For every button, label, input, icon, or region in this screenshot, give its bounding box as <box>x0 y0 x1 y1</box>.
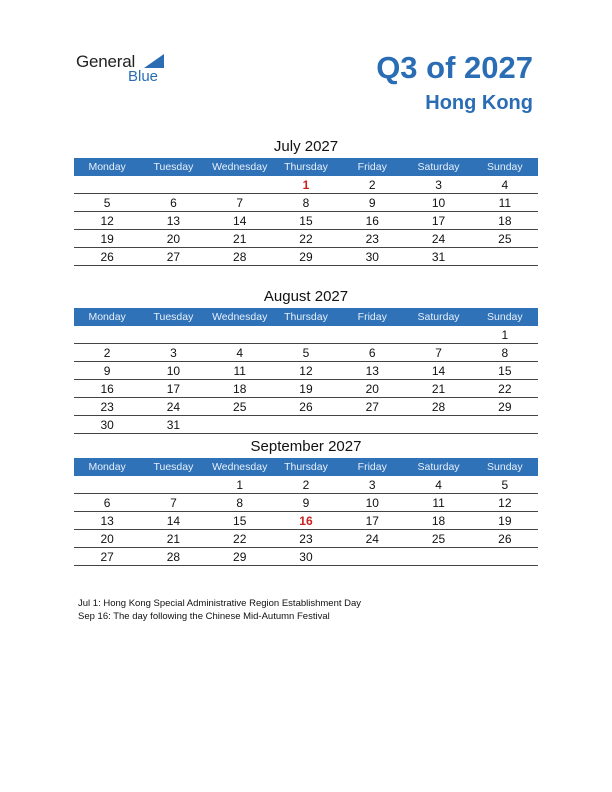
day-cell: 5 <box>472 476 538 494</box>
day-cell: 4 <box>472 176 538 194</box>
day-cell: 27 <box>339 398 405 416</box>
holiday-note: Jul 1: Hong Kong Special Administrative Region Establishment Day <box>78 598 362 609</box>
day-cell: 28 <box>207 248 273 266</box>
day-cell: 17 <box>405 212 471 230</box>
logo-general-text: General <box>76 52 136 71</box>
day-cell: 30 <box>339 248 405 266</box>
day-cell: 29 <box>273 248 339 266</box>
empty-cell <box>207 416 273 434</box>
day-cell: 9 <box>273 494 339 512</box>
day-cell: 11 <box>472 194 538 212</box>
day-cell: 25 <box>405 530 471 548</box>
day-cell: 18 <box>207 380 273 398</box>
month-title: August 2027 <box>263 288 349 305</box>
day-cell: 27 <box>74 548 140 566</box>
weekday-header-row <box>74 458 538 476</box>
month-july <box>74 136 538 266</box>
day-cell: 3 <box>339 476 405 494</box>
weekday-header-row <box>74 158 538 176</box>
empty-cell <box>472 548 538 566</box>
day-cell: 26 <box>74 248 140 266</box>
holiday-notes <box>78 597 361 623</box>
week-row <box>74 344 538 362</box>
day-cell: 31 <box>140 416 206 434</box>
weekday-header-monday: Monday <box>74 308 140 326</box>
day-cell: 27 <box>140 248 206 266</box>
empty-cell <box>472 416 538 434</box>
day-cell: 2 <box>339 176 405 194</box>
day-cell: 13 <box>339 362 405 380</box>
day-cell: 18 <box>472 212 538 230</box>
day-cell: 29 <box>472 398 538 416</box>
day-cell: 3 <box>405 176 471 194</box>
empty-cell <box>405 416 471 434</box>
country-subtitle: Hong Kong <box>425 92 533 114</box>
day-cell: 21 <box>207 230 273 248</box>
weekday-header-tuesday: Tuesday <box>140 158 206 176</box>
weekday-header-tuesday: Tuesday <box>140 458 206 476</box>
day-cell: 10 <box>140 362 206 380</box>
day-cell: 14 <box>207 212 273 230</box>
day-cell: 25 <box>207 398 273 416</box>
day-cell: 20 <box>140 230 206 248</box>
day-cell: 30 <box>74 416 140 434</box>
logo-triangle-icon <box>144 54 164 68</box>
weekday-header-sunday: Sunday <box>472 308 538 326</box>
weekday-header-thursday: Thursday <box>273 458 339 476</box>
day-cell: 7 <box>207 194 273 212</box>
day-cell: 8 <box>472 344 538 362</box>
day-cell: 6 <box>74 494 140 512</box>
week-row <box>74 176 538 194</box>
week-row <box>74 398 538 416</box>
holiday-day-cell: 16 <box>273 512 339 530</box>
day-cell: 1 <box>207 476 273 494</box>
logo <box>76 52 176 88</box>
week-row <box>74 380 538 398</box>
day-cell: 1 <box>472 326 538 344</box>
day-cell: 19 <box>273 380 339 398</box>
holiday-note: Sep 16: The day following the Chinese Mid-Autumn Festival <box>78 611 330 622</box>
weekday-header-monday: Monday <box>74 458 140 476</box>
day-cell: 2 <box>273 476 339 494</box>
weekday-header-saturday: Saturday <box>405 308 471 326</box>
day-cell: 19 <box>472 512 538 530</box>
logo-blue-text: Blue <box>128 68 159 85</box>
day-cell: 11 <box>207 362 273 380</box>
weekday-header-thursday: Thursday <box>273 308 339 326</box>
empty-cell <box>472 248 538 266</box>
day-cell: 31 <box>405 248 471 266</box>
day-cell: 5 <box>74 194 140 212</box>
page-title: Q3 of 2027 <box>376 50 533 85</box>
day-cell: 16 <box>74 380 140 398</box>
day-cell: 26 <box>472 530 538 548</box>
weekday-header-friday: Friday <box>339 158 405 176</box>
weekday-header-friday: Friday <box>339 458 405 476</box>
day-cell: 30 <box>273 548 339 566</box>
empty-cell <box>74 176 140 194</box>
day-cell: 24 <box>140 398 206 416</box>
week-row <box>74 194 538 212</box>
day-cell: 20 <box>339 380 405 398</box>
day-cell: 8 <box>273 194 339 212</box>
month-september <box>74 436 538 566</box>
week-row <box>74 512 538 530</box>
day-cell: 2 <box>74 344 140 362</box>
day-cell: 29 <box>207 548 273 566</box>
empty-cell <box>339 326 405 344</box>
day-cell: 15 <box>207 512 273 530</box>
day-cell: 12 <box>273 362 339 380</box>
empty-cell <box>273 416 339 434</box>
day-cell: 7 <box>405 344 471 362</box>
empty-cell <box>74 326 140 344</box>
weekday-header-sunday: Sunday <box>472 458 538 476</box>
day-cell: 7 <box>140 494 206 512</box>
week-row <box>74 248 538 266</box>
day-cell: 22 <box>273 230 339 248</box>
weekday-header-sunday: Sunday <box>472 158 538 176</box>
day-cell: 22 <box>207 530 273 548</box>
week-row <box>74 476 538 494</box>
day-cell: 17 <box>140 380 206 398</box>
week-row <box>74 494 538 512</box>
week-row <box>74 548 538 566</box>
week-row <box>74 416 538 434</box>
day-cell: 24 <box>339 530 405 548</box>
empty-cell <box>140 176 206 194</box>
calendar-table <box>74 458 538 566</box>
weekday-header-row <box>74 308 538 326</box>
weekday-header-friday: Friday <box>339 308 405 326</box>
empty-cell <box>339 548 405 566</box>
calendar-table <box>74 308 538 434</box>
day-cell: 17 <box>339 512 405 530</box>
day-cell: 10 <box>339 494 405 512</box>
day-cell: 9 <box>339 194 405 212</box>
weekday-header-saturday: Saturday <box>405 458 471 476</box>
day-cell: 18 <box>405 512 471 530</box>
empty-cell <box>207 326 273 344</box>
week-row <box>74 530 538 548</box>
day-cell: 5 <box>273 344 339 362</box>
day-cell: 10 <box>405 194 471 212</box>
day-cell: 6 <box>140 194 206 212</box>
day-cell: 4 <box>207 344 273 362</box>
day-cell: 23 <box>339 230 405 248</box>
empty-cell <box>273 326 339 344</box>
month-title: July 2027 <box>273 138 339 155</box>
day-cell: 4 <box>405 476 471 494</box>
day-cell: 12 <box>74 212 140 230</box>
month-august <box>74 286 538 434</box>
week-row <box>74 230 538 248</box>
day-cell: 21 <box>405 380 471 398</box>
weekday-header-tuesday: Tuesday <box>140 308 206 326</box>
empty-cell <box>339 416 405 434</box>
day-cell: 23 <box>74 398 140 416</box>
day-cell: 22 <box>472 380 538 398</box>
day-cell: 14 <box>140 512 206 530</box>
week-row <box>74 212 538 230</box>
empty-cell <box>140 476 206 494</box>
weekday-header-thursday: Thursday <box>273 158 339 176</box>
day-cell: 14 <box>405 362 471 380</box>
day-cell: 28 <box>405 398 471 416</box>
empty-cell <box>140 326 206 344</box>
day-cell: 19 <box>74 230 140 248</box>
weekday-header-wednesday: Wednesday <box>207 158 273 176</box>
day-cell: 16 <box>339 212 405 230</box>
day-cell: 3 <box>140 344 206 362</box>
day-cell: 28 <box>140 548 206 566</box>
day-cell: 6 <box>339 344 405 362</box>
day-cell: 15 <box>472 362 538 380</box>
day-cell: 21 <box>140 530 206 548</box>
day-cell: 25 <box>472 230 538 248</box>
day-cell: 26 <box>273 398 339 416</box>
day-cell: 13 <box>140 212 206 230</box>
holiday-day-cell: 1 <box>273 176 339 194</box>
week-row <box>74 326 538 344</box>
weekday-header-saturday: Saturday <box>405 158 471 176</box>
day-cell: 15 <box>273 212 339 230</box>
empty-cell <box>207 176 273 194</box>
empty-cell <box>74 476 140 494</box>
calendar-table <box>74 158 538 266</box>
weekday-header-wednesday: Wednesday <box>207 458 273 476</box>
day-cell: 20 <box>74 530 140 548</box>
weekday-header-monday: Monday <box>74 158 140 176</box>
empty-cell <box>405 548 471 566</box>
day-cell: 13 <box>74 512 140 530</box>
day-cell: 12 <box>472 494 538 512</box>
week-row <box>74 362 538 380</box>
month-title: September 2027 <box>250 438 362 455</box>
day-cell: 24 <box>405 230 471 248</box>
day-cell: 8 <box>207 494 273 512</box>
weekday-header-wednesday: Wednesday <box>207 308 273 326</box>
day-cell: 23 <box>273 530 339 548</box>
empty-cell <box>405 326 471 344</box>
day-cell: 11 <box>405 494 471 512</box>
day-cell: 9 <box>74 362 140 380</box>
